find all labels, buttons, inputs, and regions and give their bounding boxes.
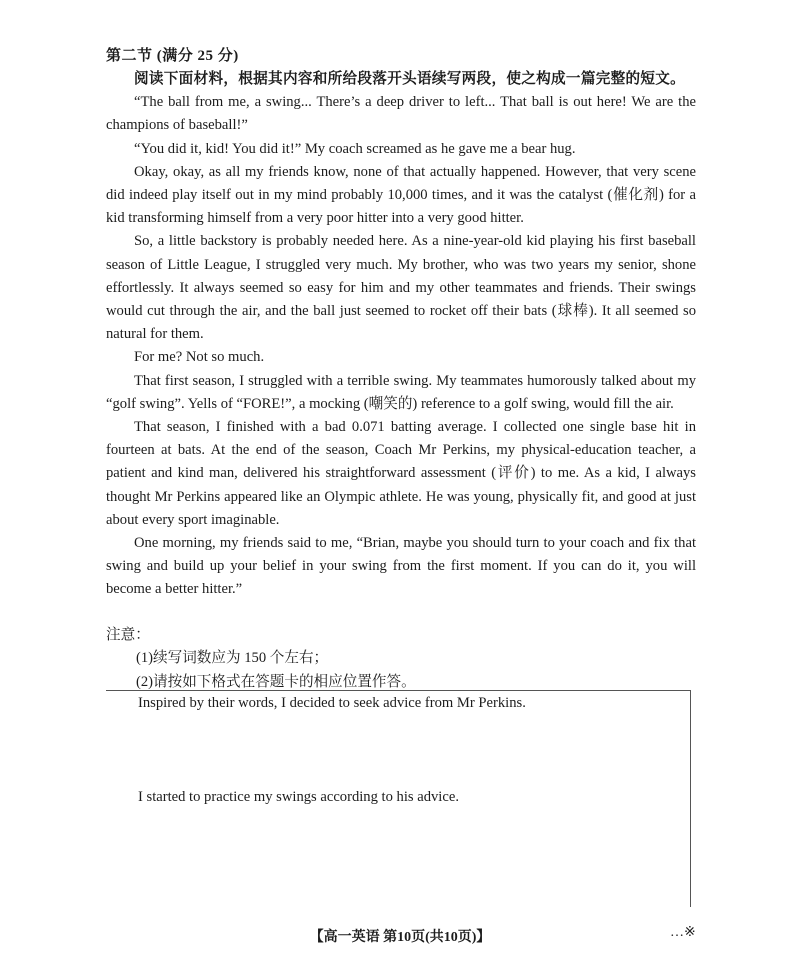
note-item: (2)请按如下格式在答题卡的相应位置作答。 bbox=[136, 673, 416, 690]
paragraph: “The ball from me, a swing... There’s a deep driver to left... That ball is out here! We are the champions of baseball!” bbox=[106, 94, 696, 134]
paragraph: For me? Not so much. bbox=[134, 349, 265, 366]
footer-mark: …※ bbox=[670, 925, 696, 940]
page-footer: 【高一英语 第10页(共10页)】 bbox=[309, 930, 491, 945]
section-title: 第二节 (满分 25 分) bbox=[106, 48, 239, 64]
answer-opening-line-2: I started to practice my swings according to his advice. bbox=[138, 789, 459, 805]
paragraph: That first season, I struggled with a terrible swing. My teammates humorously talked about my “golf swing”. Yells of “FORE!”, a mocking (嘲笑的) reference to a golf swing, would fill the air. bbox=[106, 372, 696, 412]
answer-opening-line-1: Inspired by their words, I decided to seek advice from Mr Perkins. bbox=[138, 695, 526, 711]
answer-box bbox=[106, 690, 691, 907]
instruction: 阅读下面材料，根据其内容和所给段落开头语续写两段，使之构成一篇完整的短文。 bbox=[134, 71, 686, 87]
paragraph: “You did it, kid! You did it!” My coach screamed as he gave me a bear hug. bbox=[134, 140, 576, 157]
notes bbox=[106, 624, 416, 694]
paragraph: That season, I finished with a bad 0.071 batting average. I collected one single base hit in fourteen at bats. At the end of the season, Coach Mr Perkins, my physical-education teacher, a patient and kind man, delivered his straightforward assessment (评价) to me. As a kid, I always thought Mr Perkins appeared like an Olympic athlete. He was young, physically fit, and good at just about every sport imaginable. bbox=[106, 419, 696, 528]
note-item: (1)续写词数应为 150 个左右； bbox=[136, 650, 329, 667]
paragraph: One morning, my friends said to me, “Brian, maybe you should turn to your coach and fix that swing and build up your belief in your swing from the first moment. If you can do it, you will become a better hitter.” bbox=[106, 535, 696, 598]
paragraph: So, a little backstory is probably needed here. As a nine-year-old kid playing his first baseball season of Little League, I struggled very much. My brother, who was two years my senior, shone effortlessly. It always seemed so easy for him and my other teammates and friends. Their swings would cut through the air, and the ball just seemed to rocket off their bats (球棒). It all seemed so natural for them. bbox=[106, 233, 696, 343]
paragraph: Okay, okay, as all my friends know, none of that actually happened. However, that very scene did indeed play itself out in my mind probably 10,000 times, and it was the catalyst (催化剂) for a kid transforming himself from a very poor hitter into a very good hitter. bbox=[106, 163, 696, 227]
notes-label: 注意： bbox=[106, 627, 150, 643]
passage bbox=[106, 68, 696, 602]
